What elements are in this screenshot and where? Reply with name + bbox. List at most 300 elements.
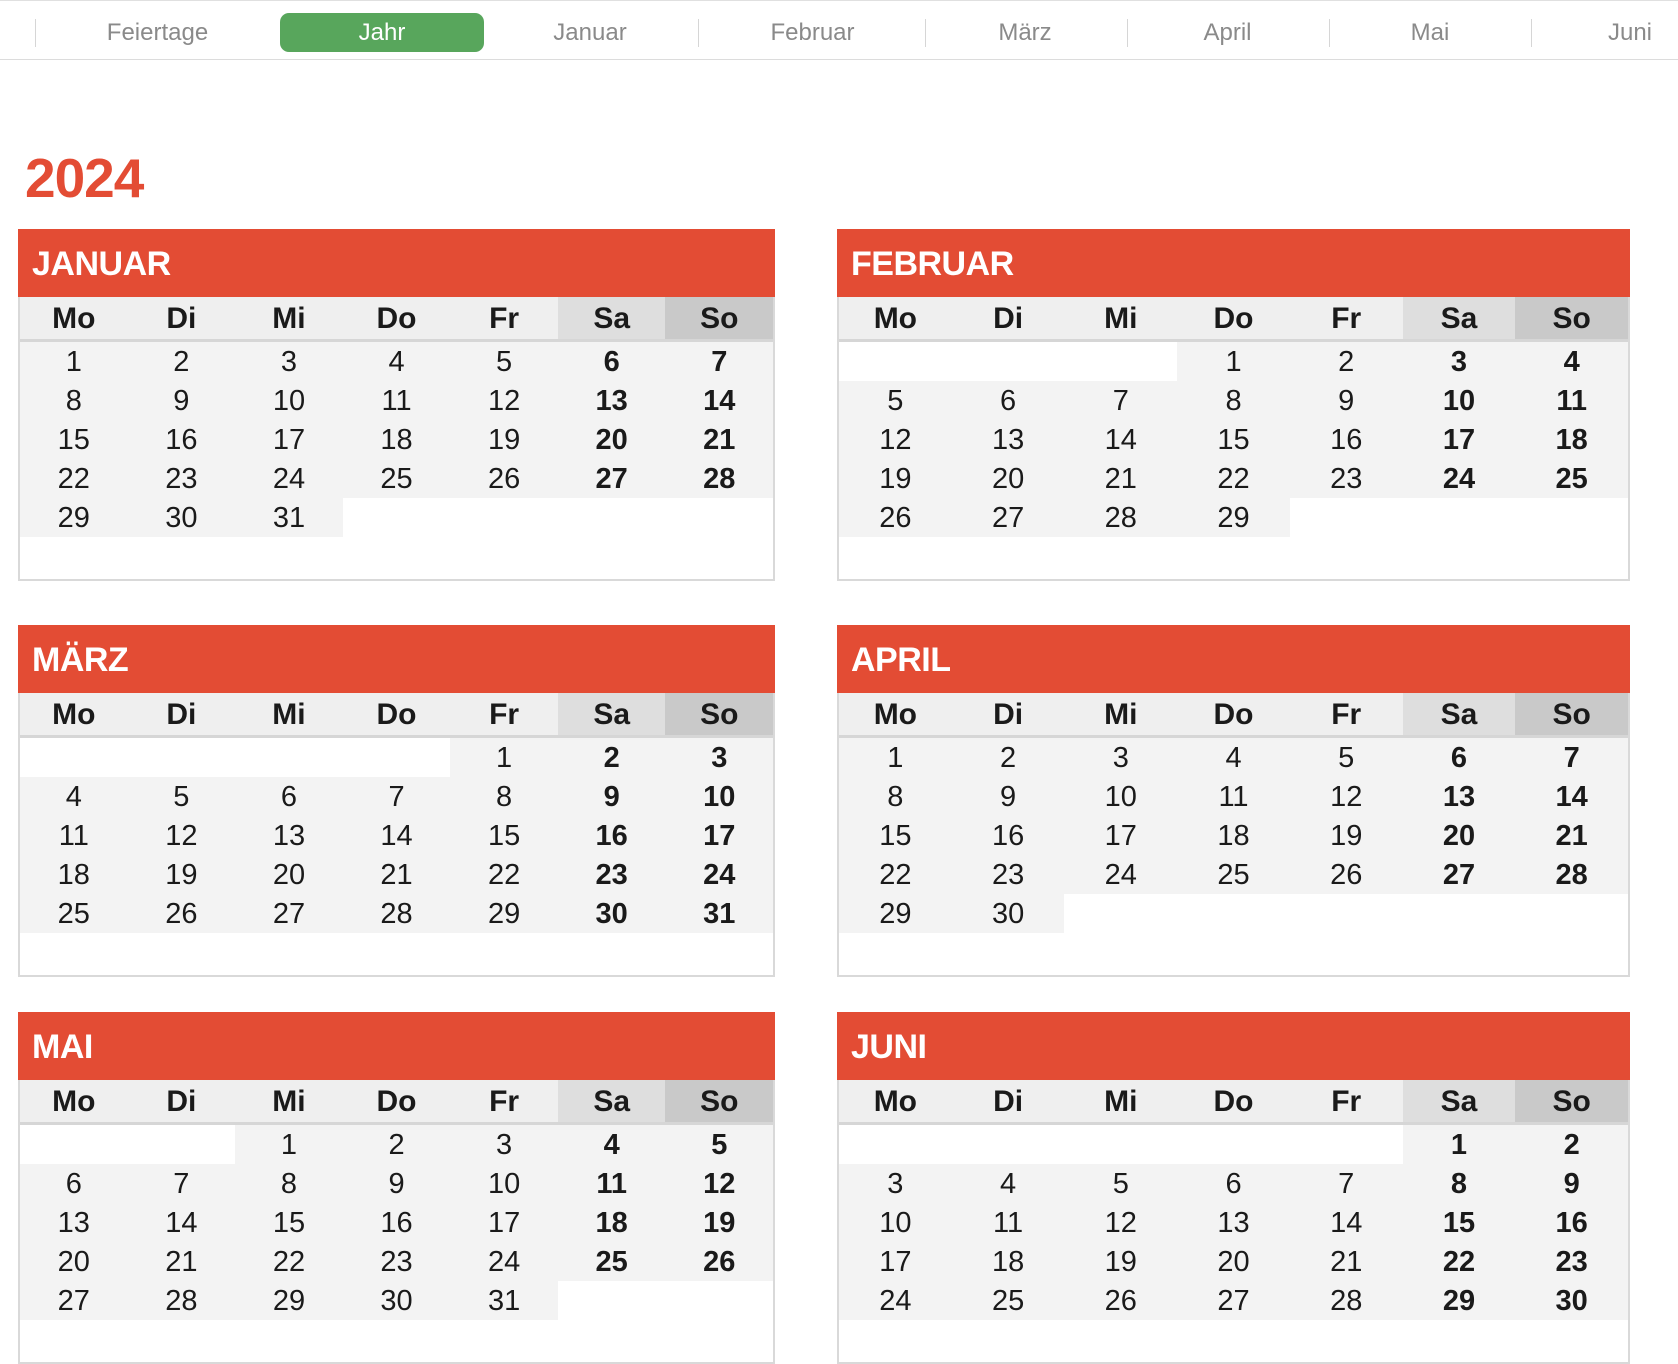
- tab-separator: [1531, 19, 1532, 47]
- weekday-label: So: [1515, 693, 1628, 735]
- weekday-label: Sa: [558, 297, 666, 339]
- weekday-label: So: [665, 1080, 773, 1122]
- month-calendar-februar: [837, 229, 1630, 581]
- day-cell[interactable]: 13: [558, 381, 666, 420]
- day-cell[interactable]: 15: [1177, 420, 1290, 459]
- day-cell[interactable]: 3: [235, 342, 343, 381]
- day-cell[interactable]: 11: [558, 1164, 666, 1203]
- week-row: [20, 498, 773, 537]
- day-cell[interactable]: 19: [839, 459, 952, 498]
- weekday-label: Mi: [272, 1085, 306, 1118]
- day-cell[interactable]: 30: [558, 894, 666, 933]
- month-calendar-mai: [18, 1012, 775, 1364]
- day-cell[interactable]: 14: [343, 816, 451, 855]
- day-cell[interactable]: 7: [665, 342, 773, 381]
- day-cell[interactable]: 22: [235, 1242, 343, 1281]
- day-cell[interactable]: 21: [1515, 816, 1628, 855]
- day-cell[interactable]: 15: [235, 1203, 343, 1242]
- month-calendar-maerz: [18, 625, 775, 977]
- day-cell[interactable]: 15: [20, 420, 128, 459]
- day-cell[interactable]: 26: [128, 894, 236, 933]
- day-cell[interactable]: 19: [1064, 1242, 1177, 1281]
- weekday-label: Mi: [1104, 1085, 1138, 1118]
- day-cell[interactable]: 17: [450, 1203, 558, 1242]
- day-cell[interactable]: 28: [128, 1281, 236, 1320]
- day-cell[interactable]: 21: [1064, 459, 1177, 498]
- week-row: [20, 1281, 773, 1320]
- day-cell[interactable]: 1: [235, 1125, 343, 1164]
- day-cell[interactable]: 4: [952, 1164, 1065, 1203]
- day-cell[interactable]: 5: [665, 1125, 773, 1164]
- empty-day-cell[interactable]: [1403, 498, 1516, 537]
- day-cell[interactable]: 15: [1403, 1203, 1516, 1242]
- tab-separator: [35, 19, 36, 47]
- day-cell[interactable]: 9: [343, 1164, 451, 1203]
- week-row: [839, 1242, 1628, 1281]
- day-cell[interactable]: 27: [1403, 855, 1516, 894]
- day-cell[interactable]: 26: [450, 459, 558, 498]
- day-cell[interactable]: 10: [1403, 381, 1516, 420]
- tab-feiertage[interactable]: Feiertage: [106, 19, 209, 46]
- day-cell[interactable]: 7: [128, 1164, 236, 1203]
- weekday-label: Mi: [1104, 698, 1138, 731]
- weekday-header-row: [839, 297, 1628, 342]
- day-cell[interactable]: 17: [1403, 420, 1516, 459]
- empty-day-cell[interactable]: [839, 1125, 952, 1164]
- day-cell[interactable]: 12: [450, 381, 558, 420]
- weekday-header-row: [20, 297, 773, 342]
- week-row: [20, 1125, 773, 1164]
- weekday-label: Fr: [489, 698, 520, 731]
- day-cell[interactable]: 11: [1515, 381, 1628, 420]
- day-cell[interactable]: 22: [839, 855, 952, 894]
- day-cell[interactable]: 31: [235, 498, 343, 537]
- day-cell[interactable]: 4: [20, 777, 128, 816]
- day-cell[interactable]: 6: [952, 381, 1065, 420]
- weekday-label: Mi: [1104, 302, 1138, 335]
- day-cell[interactable]: 29: [450, 894, 558, 933]
- weekday-label: Di: [993, 698, 1024, 731]
- week-row: [839, 420, 1628, 459]
- week-row: [20, 894, 773, 933]
- empty-day-cell[interactable]: [343, 498, 451, 537]
- weekday-label: Do: [376, 698, 417, 731]
- day-cell[interactable]: 19: [128, 855, 236, 894]
- tab-april[interactable]: April: [1203, 19, 1252, 46]
- empty-day-cell[interactable]: [558, 498, 666, 537]
- day-cell[interactable]: 29: [235, 1281, 343, 1320]
- day-cell[interactable]: 4: [343, 342, 451, 381]
- day-cell[interactable]: 24: [450, 1242, 558, 1281]
- day-cell[interactable]: 2: [128, 342, 236, 381]
- empty-day-cell[interactable]: [1515, 894, 1628, 933]
- day-cell[interactable]: 17: [665, 816, 773, 855]
- day-cell[interactable]: 22: [20, 459, 128, 498]
- weekday-label: Di: [993, 302, 1024, 335]
- day-cell[interactable]: 14: [1515, 777, 1628, 816]
- day-cell[interactable]: 13: [952, 420, 1065, 459]
- week-row: [20, 777, 773, 816]
- day-cell[interactable]: 18: [343, 420, 451, 459]
- day-cell[interactable]: 23: [952, 855, 1065, 894]
- day-cell[interactable]: 24: [839, 1281, 952, 1320]
- tab-separator: [925, 19, 926, 47]
- day-cell[interactable]: 19: [450, 420, 558, 459]
- day-cell[interactable]: 9: [1290, 381, 1403, 420]
- day-cell[interactable]: 24: [1403, 459, 1516, 498]
- day-cell[interactable]: 25: [558, 1242, 666, 1281]
- day-cell[interactable]: 30: [1515, 1281, 1628, 1320]
- week-row: [20, 1164, 773, 1203]
- empty-day-cell[interactable]: [343, 738, 451, 777]
- day-cell[interactable]: 6: [20, 1164, 128, 1203]
- empty-day-cell[interactable]: [1064, 894, 1177, 933]
- month-header: JUNI: [837, 1012, 1630, 1080]
- day-cell[interactable]: 10: [1064, 777, 1177, 816]
- day-cell[interactable]: 7: [1515, 738, 1628, 777]
- tab-maerz[interactable]: März: [998, 19, 1052, 46]
- day-cell[interactable]: 21: [128, 1242, 236, 1281]
- month-header: FEBRUAR: [837, 229, 1630, 297]
- day-cell[interactable]: 13: [1403, 777, 1516, 816]
- day-cell[interactable]: 9: [952, 777, 1065, 816]
- day-cell[interactable]: 23: [128, 459, 236, 498]
- week-row: [20, 738, 773, 777]
- day-cell[interactable]: 2: [558, 738, 666, 777]
- day-cell[interactable]: 10: [450, 1164, 558, 1203]
- day-cell[interactable]: 6: [558, 342, 666, 381]
- day-cell[interactable]: 13: [235, 816, 343, 855]
- day-cell[interactable]: 23: [1290, 459, 1403, 498]
- empty-day-cell[interactable]: [1515, 498, 1628, 537]
- tab-jahr[interactable]: Jahr: [280, 13, 484, 52]
- week-row: [839, 894, 1628, 933]
- day-cell[interactable]: 28: [343, 894, 451, 933]
- day-cell[interactable]: 14: [1064, 420, 1177, 459]
- day-cell[interactable]: 8: [1403, 1164, 1516, 1203]
- day-cell[interactable]: 12: [665, 1164, 773, 1203]
- weekday-label: Fr: [1331, 1085, 1362, 1118]
- day-cell[interactable]: 30: [952, 894, 1065, 933]
- day-cell[interactable]: 15: [450, 816, 558, 855]
- day-cell[interactable]: 14: [665, 381, 773, 420]
- day-cell[interactable]: 27: [1177, 1281, 1290, 1320]
- tab-februar[interactable]: Februar: [770, 19, 855, 46]
- day-cell[interactable]: 6: [1177, 1164, 1290, 1203]
- day-cell[interactable]: 20: [1403, 816, 1516, 855]
- day-cell[interactable]: 12: [128, 816, 236, 855]
- weekday-label: So: [665, 297, 773, 339]
- day-cell[interactable]: 5: [1064, 1164, 1177, 1203]
- day-cell[interactable]: 3: [665, 738, 773, 777]
- day-cell[interactable]: 20: [235, 855, 343, 894]
- day-cell[interactable]: 17: [839, 1242, 952, 1281]
- day-cell[interactable]: 22: [450, 855, 558, 894]
- day-cell[interactable]: 27: [235, 894, 343, 933]
- empty-day-cell[interactable]: [1290, 1125, 1403, 1164]
- day-cell[interactable]: 2: [952, 738, 1065, 777]
- day-cell[interactable]: 16: [1515, 1203, 1628, 1242]
- week-row: [839, 1281, 1628, 1320]
- day-cell[interactable]: 8: [450, 777, 558, 816]
- day-cell[interactable]: 28: [1515, 855, 1628, 894]
- day-cell[interactable]: 22: [1177, 459, 1290, 498]
- empty-day-cell[interactable]: [128, 1125, 236, 1164]
- empty-day-cell[interactable]: [665, 1281, 773, 1320]
- day-cell[interactable]: 3: [450, 1125, 558, 1164]
- day-cell[interactable]: 8: [20, 381, 128, 420]
- day-cell[interactable]: 25: [20, 894, 128, 933]
- week-row: [839, 855, 1628, 894]
- day-cell[interactable]: 15: [839, 816, 952, 855]
- day-cell[interactable]: 20: [558, 420, 666, 459]
- week-row: [20, 1203, 773, 1242]
- day-cell[interactable]: 7: [343, 777, 451, 816]
- day-cell[interactable]: 5: [839, 381, 952, 420]
- day-cell[interactable]: 10: [665, 777, 773, 816]
- day-cell[interactable]: 27: [20, 1281, 128, 1320]
- day-cell[interactable]: 7: [1064, 381, 1177, 420]
- weekday-label: Fr: [489, 302, 520, 335]
- day-cell[interactable]: 26: [1064, 1281, 1177, 1320]
- week-row: [839, 1203, 1628, 1242]
- empty-day-cell[interactable]: [952, 342, 1065, 381]
- day-cell[interactable]: 17: [1064, 816, 1177, 855]
- tab-separator: [1329, 19, 1330, 47]
- month-header: JANUAR: [18, 229, 775, 297]
- day-cell[interactable]: 10: [235, 381, 343, 420]
- day-cell[interactable]: 10: [839, 1203, 952, 1242]
- week-row: [20, 381, 773, 420]
- day-cell[interactable]: 25: [343, 459, 451, 498]
- day-cell[interactable]: 31: [665, 894, 773, 933]
- weekday-header-row: [20, 1080, 773, 1125]
- tab-separator: [1127, 19, 1128, 47]
- day-cell[interactable]: 30: [128, 498, 236, 537]
- day-cell[interactable]: 18: [20, 855, 128, 894]
- day-cell[interactable]: 28: [1290, 1281, 1403, 1320]
- weekday-label: Di: [166, 302, 197, 335]
- week-row: [839, 1164, 1628, 1203]
- weekday-label: Di: [166, 1085, 197, 1118]
- day-cell[interactable]: 29: [20, 498, 128, 537]
- empty-day-cell[interactable]: [235, 738, 343, 777]
- day-cell[interactable]: 3: [1403, 342, 1516, 381]
- empty-day-cell[interactable]: [839, 342, 952, 381]
- weekday-label: Mi: [272, 302, 306, 335]
- sheet-tab-bar: [0, 0, 1678, 60]
- empty-day-cell[interactable]: [665, 498, 773, 537]
- day-cell[interactable]: 9: [128, 381, 236, 420]
- day-cell[interactable]: 2: [343, 1125, 451, 1164]
- day-cell[interactable]: 12: [839, 420, 952, 459]
- weekday-label: Mo: [873, 302, 918, 335]
- day-cell[interactable]: 29: [839, 894, 952, 933]
- day-cell[interactable]: 3: [839, 1164, 952, 1203]
- week-row: [839, 816, 1628, 855]
- day-cell[interactable]: 19: [1290, 816, 1403, 855]
- day-cell[interactable]: 13: [1177, 1203, 1290, 1242]
- tab-mai[interactable]: Mai: [1410, 19, 1450, 46]
- day-cell[interactable]: 3: [1064, 738, 1177, 777]
- weekday-header-row: [839, 693, 1628, 738]
- day-cell[interactable]: 5: [1290, 738, 1403, 777]
- weekday-label: Fr: [1331, 302, 1362, 335]
- month-header: APRIL: [837, 625, 1630, 693]
- week-row: [839, 381, 1628, 420]
- day-cell[interactable]: 9: [1515, 1164, 1628, 1203]
- day-cell[interactable]: 28: [1064, 498, 1177, 537]
- empty-day-cell[interactable]: [128, 738, 236, 777]
- day-cell[interactable]: 1: [1403, 1125, 1516, 1164]
- day-cell[interactable]: 20: [20, 1242, 128, 1281]
- day-cell[interactable]: 14: [128, 1203, 236, 1242]
- weekday-label: Do: [1213, 1085, 1254, 1118]
- day-cell[interactable]: 11: [1177, 777, 1290, 816]
- tab-juni[interactable]: Juni: [1607, 19, 1653, 46]
- empty-day-cell[interactable]: [1064, 1125, 1177, 1164]
- day-cell[interactable]: 4: [558, 1125, 666, 1164]
- empty-day-cell[interactable]: [20, 1125, 128, 1164]
- day-cell[interactable]: 23: [1515, 1242, 1628, 1281]
- day-cell[interactable]: 27: [952, 498, 1065, 537]
- day-cell[interactable]: 13: [20, 1203, 128, 1242]
- day-cell[interactable]: 21: [665, 420, 773, 459]
- day-cell[interactable]: 23: [558, 855, 666, 894]
- empty-day-cell[interactable]: [450, 498, 558, 537]
- week-row: [839, 459, 1628, 498]
- weekday-label: Sa: [558, 1080, 666, 1122]
- day-cell[interactable]: 1: [839, 738, 952, 777]
- weekday-label: Do: [376, 1085, 417, 1118]
- day-cell[interactable]: 1: [450, 738, 558, 777]
- day-cell[interactable]: 16: [558, 816, 666, 855]
- week-row: [839, 738, 1628, 777]
- day-cell[interactable]: 21: [1290, 1242, 1403, 1281]
- day-cell[interactable]: 17: [235, 420, 343, 459]
- day-cell[interactable]: 11: [20, 816, 128, 855]
- day-cell[interactable]: 7: [1290, 1164, 1403, 1203]
- empty-day-cell[interactable]: [1290, 498, 1403, 537]
- day-cell[interactable]: 6: [1403, 738, 1516, 777]
- day-cell[interactable]: 25: [952, 1281, 1065, 1320]
- weekday-label: Mo: [873, 698, 918, 731]
- day-cell[interactable]: 20: [952, 459, 1065, 498]
- empty-day-cell[interactable]: [1064, 342, 1177, 381]
- tab-januar[interactable]: Januar: [553, 19, 627, 46]
- day-cell[interactable]: 23: [343, 1242, 451, 1281]
- empty-day-cell[interactable]: [20, 738, 128, 777]
- weekday-label: So: [665, 693, 773, 735]
- day-cell[interactable]: 1: [1177, 342, 1290, 381]
- empty-day-cell[interactable]: [1177, 894, 1290, 933]
- day-cell[interactable]: 31: [450, 1281, 558, 1320]
- weekday-label: Sa: [558, 693, 666, 735]
- week-row: [839, 342, 1628, 381]
- day-cell[interactable]: 1: [20, 342, 128, 381]
- day-cell[interactable]: 26: [839, 498, 952, 537]
- day-cell[interactable]: 30: [343, 1281, 451, 1320]
- day-cell[interactable]: 18: [1515, 420, 1628, 459]
- day-cell[interactable]: 26: [665, 1242, 773, 1281]
- day-cell[interactable]: 22: [1403, 1242, 1516, 1281]
- day-cell[interactable]: 8: [1177, 381, 1290, 420]
- empty-day-cell[interactable]: [1290, 894, 1403, 933]
- day-cell[interactable]: 24: [1064, 855, 1177, 894]
- week-row: [20, 816, 773, 855]
- day-cell[interactable]: 2: [1515, 1125, 1628, 1164]
- weekday-label: Sa: [1403, 297, 1516, 339]
- day-cell[interactable]: 11: [952, 1203, 1065, 1242]
- day-cell[interactable]: 18: [952, 1242, 1065, 1281]
- weekday-label: Di: [166, 698, 197, 731]
- day-cell[interactable]: 8: [839, 777, 952, 816]
- day-cell[interactable]: 16: [128, 420, 236, 459]
- weekday-label: Do: [376, 302, 417, 335]
- day-cell[interactable]: 11: [343, 381, 451, 420]
- day-cell[interactable]: 25: [1515, 459, 1628, 498]
- day-cell[interactable]: 12: [1064, 1203, 1177, 1242]
- week-row: [20, 855, 773, 894]
- day-cell[interactable]: 9: [558, 777, 666, 816]
- week-row: [839, 777, 1628, 816]
- empty-day-cell[interactable]: [1403, 894, 1516, 933]
- day-cell[interactable]: 29: [1177, 498, 1290, 537]
- empty-day-cell[interactable]: [952, 1125, 1065, 1164]
- weekday-header-row: [20, 693, 773, 738]
- weekday-label: Mi: [272, 698, 306, 731]
- weekday-label: Sa: [1403, 1080, 1516, 1122]
- weekday-label: Do: [1213, 698, 1254, 731]
- weekday-label: Fr: [489, 1085, 520, 1118]
- day-cell[interactable]: 28: [665, 459, 773, 498]
- day-cell[interactable]: 27: [558, 459, 666, 498]
- day-cell[interactable]: 18: [558, 1203, 666, 1242]
- month-calendar-april: [837, 625, 1630, 977]
- month-header: MÄRZ: [18, 625, 775, 693]
- day-cell[interactable]: 24: [665, 855, 773, 894]
- weekday-label: Di: [993, 1085, 1024, 1118]
- day-cell[interactable]: 6: [235, 777, 343, 816]
- week-row: [20, 459, 773, 498]
- day-cell[interactable]: 25: [1177, 855, 1290, 894]
- month-calendar-juni: [837, 1012, 1630, 1364]
- day-cell[interactable]: 21: [343, 855, 451, 894]
- day-cell[interactable]: 12: [1290, 777, 1403, 816]
- day-cell[interactable]: 4: [1515, 342, 1628, 381]
- day-cell[interactable]: 18: [1177, 816, 1290, 855]
- day-cell[interactable]: 4: [1177, 738, 1290, 777]
- day-cell[interactable]: 20: [1177, 1242, 1290, 1281]
- day-cell[interactable]: 24: [235, 459, 343, 498]
- day-cell[interactable]: 19: [665, 1203, 773, 1242]
- day-cell[interactable]: 5: [128, 777, 236, 816]
- day-cell[interactable]: 8: [235, 1164, 343, 1203]
- day-cell[interactable]: 2: [1290, 342, 1403, 381]
- weekday-label: Do: [1213, 302, 1254, 335]
- empty-day-cell[interactable]: [558, 1281, 666, 1320]
- day-cell[interactable]: 16: [1290, 420, 1403, 459]
- day-cell[interactable]: 16: [343, 1203, 451, 1242]
- day-cell[interactable]: 16: [952, 816, 1065, 855]
- empty-day-cell[interactable]: [1177, 1125, 1290, 1164]
- day-cell[interactable]: 29: [1403, 1281, 1516, 1320]
- week-row: [20, 420, 773, 459]
- day-cell[interactable]: 26: [1290, 855, 1403, 894]
- weekday-label: So: [1515, 1080, 1628, 1122]
- day-cell[interactable]: 14: [1290, 1203, 1403, 1242]
- day-cell[interactable]: 5: [450, 342, 558, 381]
